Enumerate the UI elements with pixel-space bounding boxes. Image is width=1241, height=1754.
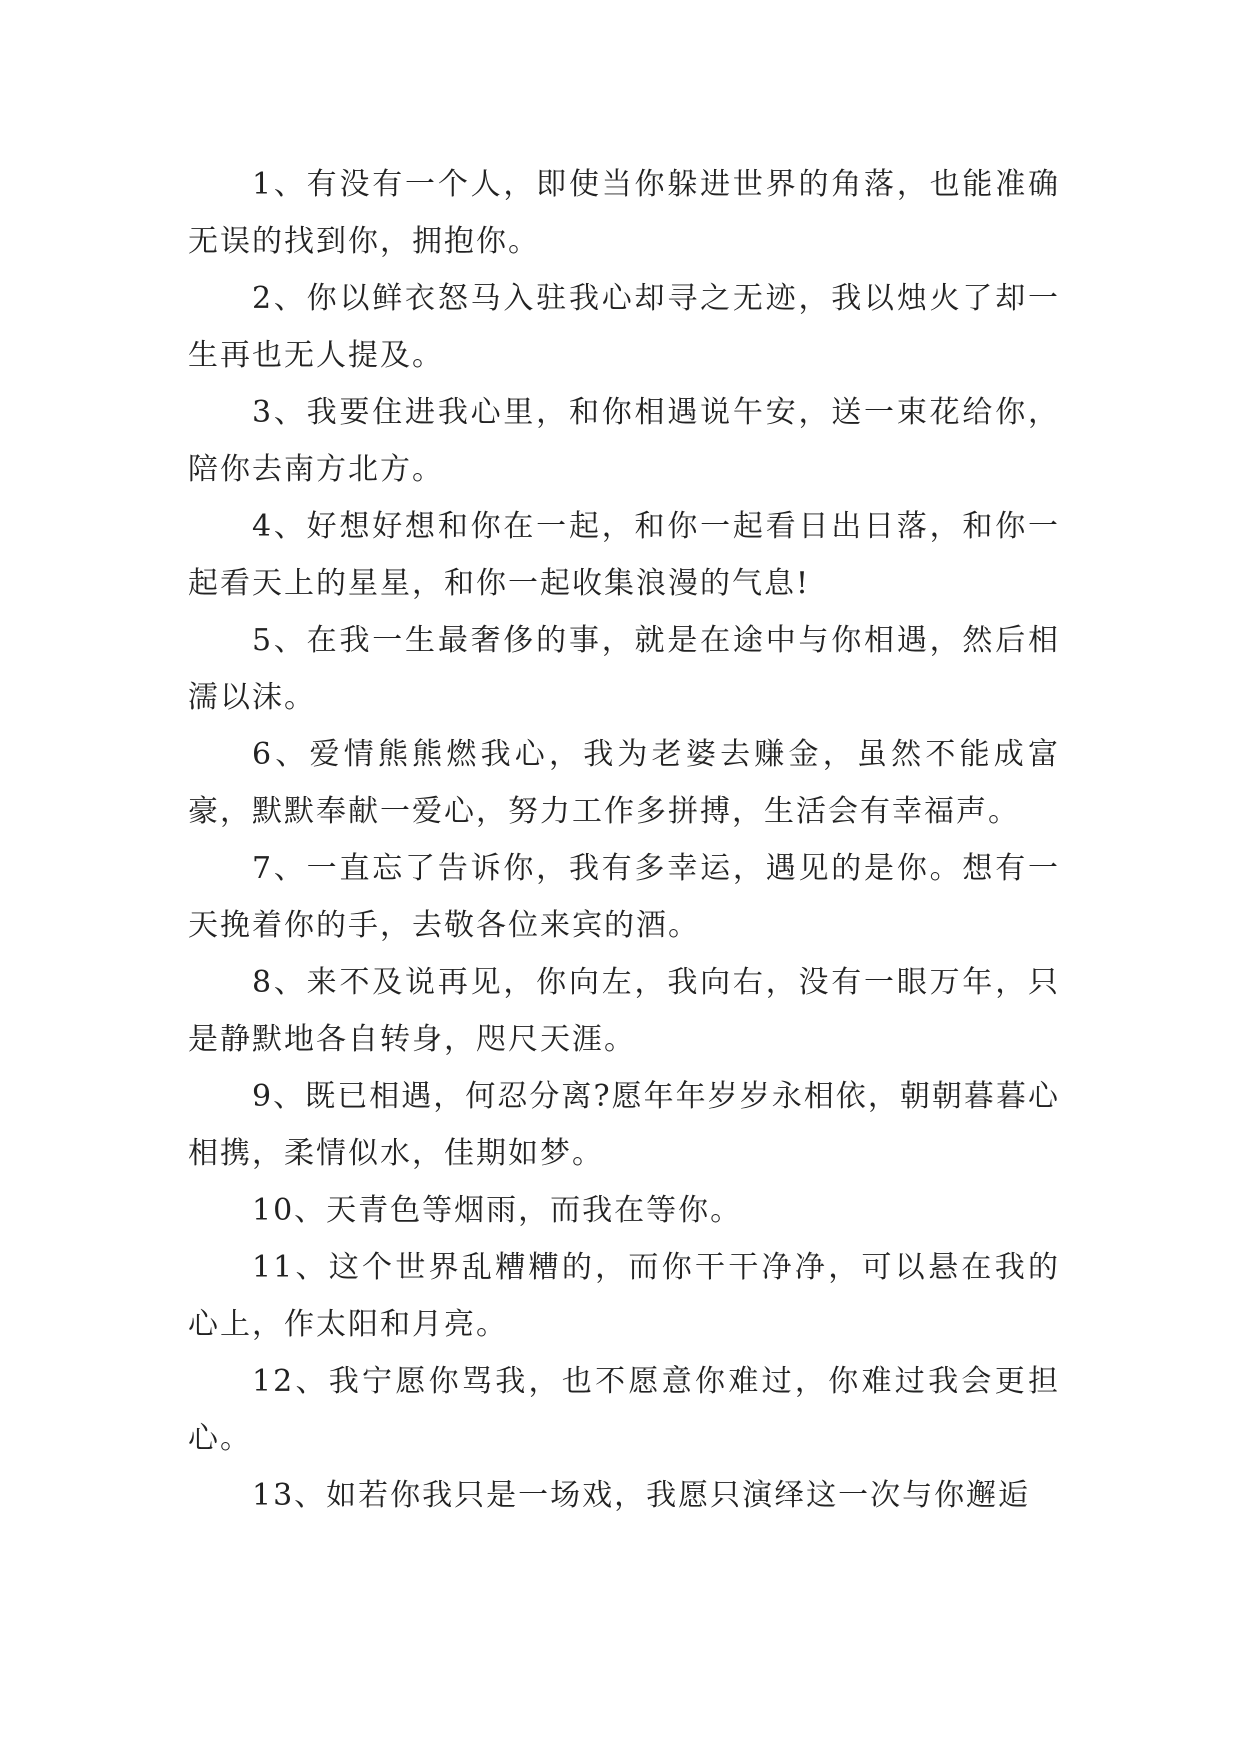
paragraph-6: 6、爱情熊熊燃我心，我为老婆去赚金，虽然不能成富豪，默默奉献一爱心，努力工作多拼搏，生活会有幸福声。 (188, 737, 1060, 829)
paragraph-4: 4、好想好想和你在一起，和你一起看日出日落，和你一起看天上的星星，和你一起收集浪漫的气息! (188, 509, 1060, 601)
paragraph-12: 12、我宁愿你骂我，也不愿意你难过，你难过我会更担心。 (188, 1364, 1060, 1456)
paragraph-7: 7、一直忘了告诉你，我有多幸运，遇见的是你。想有一天挽着你的手，去敬各位来宾的酒。 (188, 851, 1060, 943)
paragraph-5: 5、在我一生最奢侈的事，就是在途中与你相遇，然后相濡以沫。 (188, 623, 1060, 715)
paragraph-9: 9、既已相遇，何忍分离?愿年年岁岁永相依，朝朝暮暮心相携，柔情似水，佳期如梦。 (188, 1079, 1060, 1171)
paragraph-1: 1、有没有一个人，即使当你躲进世界的角落，也能准确无误的找到你，拥抱你。 (188, 167, 1060, 259)
paragraph-13: 13、如若你我只是一场戏，我愿只演绎这一次与你邂逅 (252, 1478, 1031, 1513)
paragraph-10: 10、天青色等烟雨，而我在等你。 (252, 1193, 743, 1228)
paragraph-3: 3、我要住进我心里，和你相遇说午安，送一束花给你，陪你去南方北方。 (188, 395, 1060, 487)
paragraph-2: 2、你以鲜衣怒马入驻我心却寻之无迹，我以烛火了却一生再也无人提及。 (188, 281, 1060, 373)
paragraph-11: 11、这个世界乱糟糟的，而你干干净净，可以悬在我的心上，作太阳和月亮。 (188, 1250, 1060, 1342)
paragraph-8: 8、来不及说再见，你向左，我向右，没有一眼万年，只是静默地各自转身，咫尺天涯。 (188, 965, 1060, 1057)
document-body (188, 156, 1060, 1524)
